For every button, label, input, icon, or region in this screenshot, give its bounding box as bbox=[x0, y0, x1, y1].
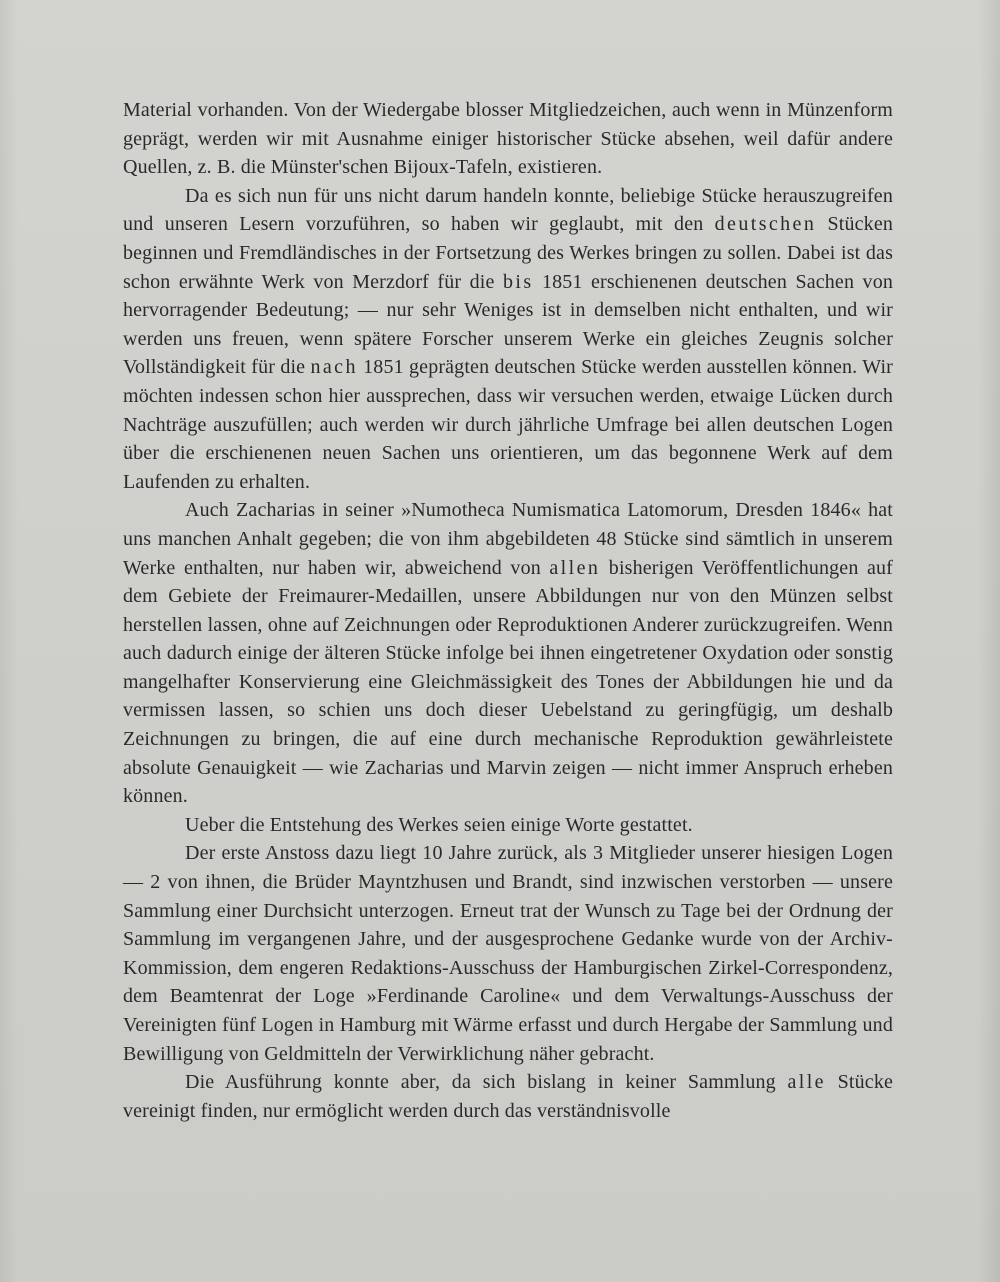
text-segment: Auch Zacharias in seiner »Numotheca Numismatica Latomorum, Dresden 1846« hat uns manchen Anhalt gegeben; die von ihm abgebildeten 48 Stücke sind sämtlich in unserem Werke enthalten, nur haben wir, abweichend von bbox=[123, 499, 893, 579]
body-text bbox=[123, 96, 893, 1125]
paragraph-3 bbox=[123, 496, 893, 811]
text-segment: 1851 geprägten deutschen Stücke werden ausstellen können. Wir möchten indessen schon hier aussprechen, dass wir versuchen werden, etwaige Lücken durch Nachträge auszufüllen; auch werden wir durch jährliche Umfrage bei allen deutschen Logen über die erschienenen neuen Sachen uns orientieren, um das begonnene Werk auf dem Laufenden zu erhalten. bbox=[123, 356, 893, 493]
emphasis-spaced: allen bbox=[549, 556, 601, 579]
text-segment: Material vorhanden. Von der Wiedergabe blosser Mitgliedzeichen, auch wenn in Münzenform geprägt, werden wir mit Ausnahme einiger historischer Stücke absehen, weil dafür andere Quellen, z. B. die Münster'schen Bijoux-Tafeln, existieren. bbox=[123, 99, 893, 179]
text-segment: Stücke vereinigt finden, nur ermöglicht werden durch das verständnisvolle bbox=[123, 1071, 893, 1122]
emphasis-spaced: deutschen bbox=[714, 213, 817, 236]
paragraph-4 bbox=[123, 811, 893, 840]
scan-shadow-right bbox=[978, 0, 1000, 1282]
paragraph-2 bbox=[123, 182, 893, 497]
text-segment: 1851 erschienenen deutschen Sachen von hervorragender Bedeutung; — nur sehr Weniges ist in demselben nicht enthalten, und wir werden uns freuen, wenn spätere Forscher unserem Werke ein gleiches Zeugnis solcher Vollständigkeit für die bbox=[123, 270, 893, 379]
text-segment: bisherigen Veröffentlichungen auf dem Gebiete der Freimaurer-Medaillen, unsere Abbildungen nur von den Münzen selbst herstellen lassen, ohne auf Zeichnungen oder Reproduktionen Anderer zurückzugreifen. Wenn auch dadurch einige der älteren Stücke infolge bei ihnen eingetretener Oxydation oder sonstig mangelhafter Konservierung eine Gleichmässigkeit des Tones der Abbildungen hie und da vermissen lassen, so schien uns doch dieser Uebelstand zu geringfügig, um deshalb Zeichnungen zu bringen, die auf eine durch mechanische Reproduktion gewährleistete absolute Genauigkeit — wie Zacharias und Marvin zeigen — nicht immer Anspruch erheben können. bbox=[123, 556, 893, 808]
text-segment: Der erste Anstoss dazu liegt 10 Jahre zurück, als 3 Mitglieder unserer hiesigen Logen — 2 von ihnen, die Brüder Mayntzhusen und Brandt, sind inzwischen verstorben — unsere Sammlung einer Durchsicht unterzogen. Erneut trat der Wunsch zu Tage bei der Ordnung der Sammlung im vergangenen Jahre, und der ausgesprochene Gedanke wurde von der Archiv-Kommission, dem engeren Redaktions-Ausschuss der Hamburgischen Zirkel-Correspondenz, dem Beamtenrat der Loge »Ferdinande Caroline« und dem Verwaltungs-Ausschuss der Vereinigten fünf Logen in Hamburg mit Wärme erfasst und durch Hergabe der Sammlung und Bewilligung von Geldmitteln der Verwirklichung näher gebracht. bbox=[123, 842, 893, 1065]
paragraph-5 bbox=[123, 839, 893, 1068]
paragraph-6 bbox=[123, 1068, 893, 1125]
text-segment: Stücken beginnen und Fremdländisches in der Fortsetzung des Werkes bringen zu sollen. Dabei ist das schon erwähnte Werk von Merzdorf für die bbox=[123, 213, 893, 293]
text-segment: Ueber die Entstehung des Werkes seien einige Worte gestattet. bbox=[185, 813, 693, 836]
emphasis-spaced: nach bbox=[310, 356, 358, 379]
emphasis-spaced: bis bbox=[502, 270, 534, 293]
text-segment: Die Ausführung konnte aber, da sich bislang in keiner Sammlung bbox=[185, 1071, 788, 1094]
scan-shadow-left bbox=[0, 0, 18, 1282]
emphasis-spaced: alle bbox=[787, 1071, 826, 1094]
text-segment: Da es sich nun für uns nicht darum handeln konnte, beliebige Stücke herauszugreifen und unseren Lesern vorzuführen, so haben wir geglaubt, mit den bbox=[123, 184, 893, 236]
paragraph-1 bbox=[123, 96, 893, 182]
